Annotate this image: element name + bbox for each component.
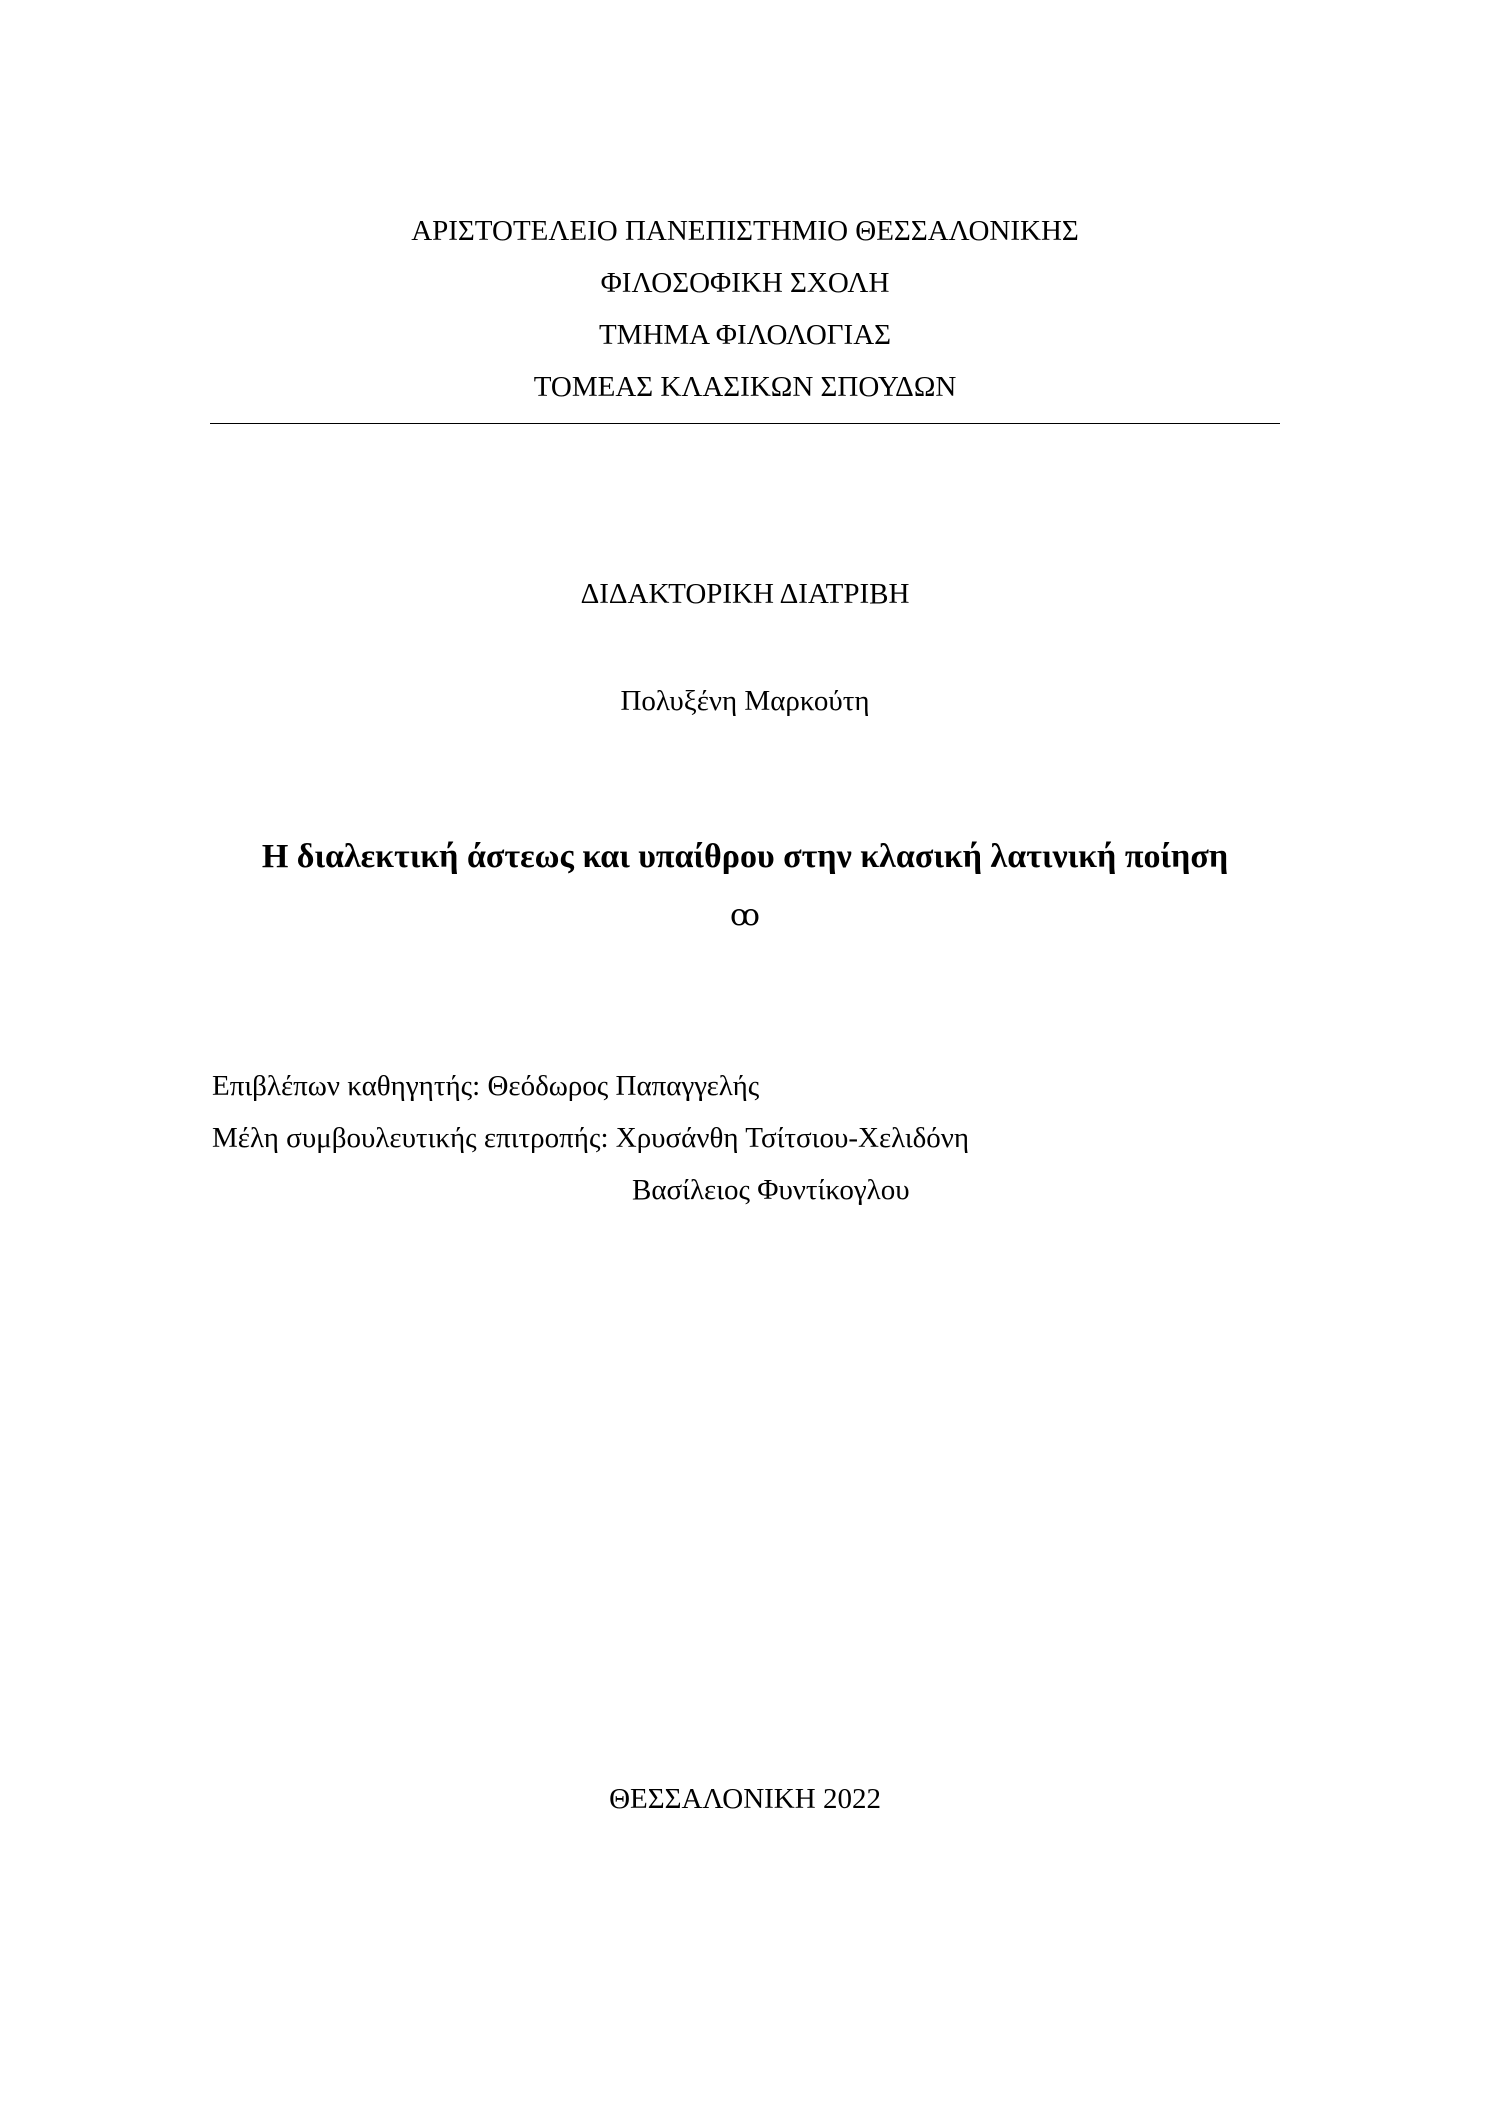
section-name: ΤΟΜΕΑΣ ΚΛΑΣΙΚΩΝ ΣΠΟΥΔΩΝ <box>533 371 957 403</box>
ornament-icon: ꚙ <box>730 899 760 932</box>
author-name: Πολυξένη Μαρκούτη <box>620 685 870 717</box>
place-and-year: ΘΕΣΣΑΛΟΝΙΚΗ 2022 <box>609 1783 881 1815</box>
committee-block <box>212 1060 969 1216</box>
committee-member-2: Βασίλειος Φυντίκογλου <box>632 1174 910 1206</box>
university-name: ΑΡΙΣΤΟΤΕΛΕΙΟ ΠΑΝΕΠΙΣΤΗΜΙΟ ΘΕΣΣΑΛΟΝΙΚΗΣ <box>411 215 1079 247</box>
committee-members-line: Μέλη συμβουλευτικής επιτροπής: Χρυσάνθη Τσίτσιου-Χελιδόνη <box>212 1122 970 1154</box>
department-name: ΤΜΗΜΑ ΦΙΛΟΛΟΓΙΑΣ <box>598 319 892 351</box>
institution-header <box>210 205 1280 413</box>
header-divider <box>210 423 1280 424</box>
degree-type: ΔΙΔΑΚΤΟΡΙΚΗ ΔΙΑΤΡΙΒΗ <box>580 578 910 610</box>
school-name: ΦΙΛΟΣΟΦΙΚΗ ΣΧΟΛΗ <box>600 267 890 299</box>
thesis-title: Η διαλεκτική άστεως και υπαίθρου στην κλασική λατινική ποίηση <box>261 838 1229 875</box>
supervisor-line: Επιβλέπων καθηγητής: Θεόδωρος Παπαγγελής <box>212 1070 760 1102</box>
